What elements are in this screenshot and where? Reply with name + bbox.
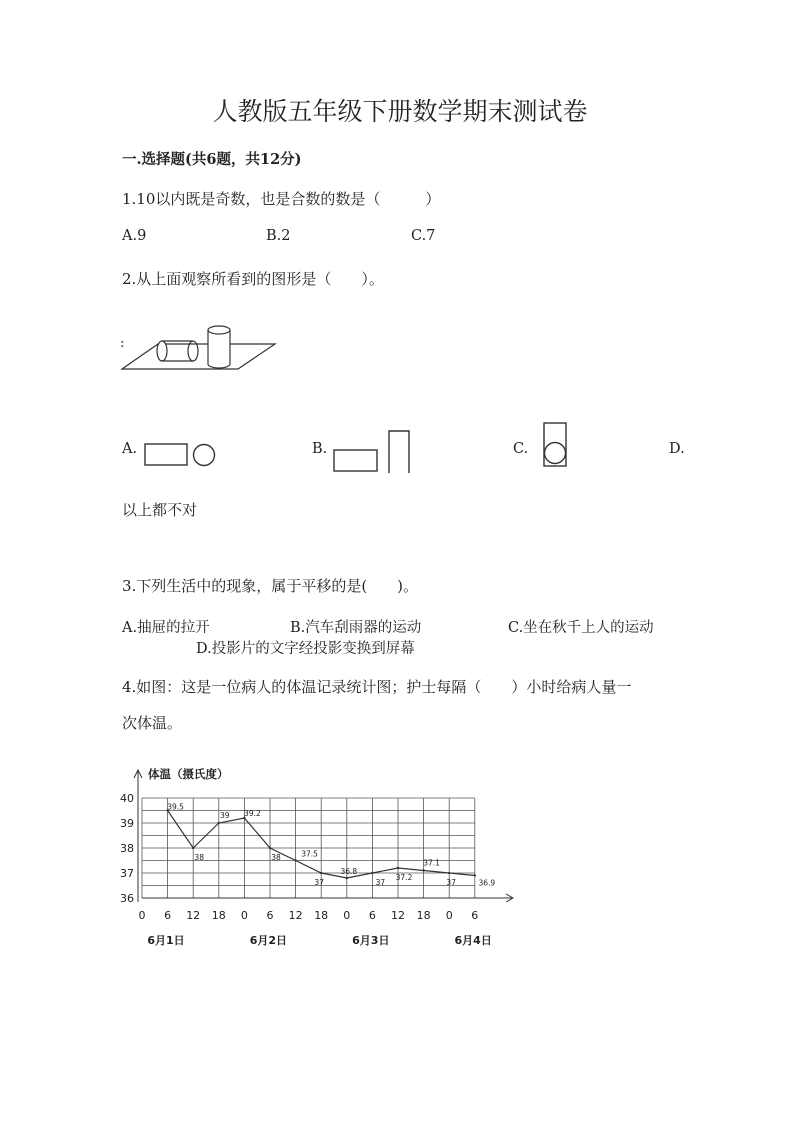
question-4-line-1: 4.如图：这是一位病人的体温记录统计图；护士每隔（ ）小时给病人量一 — [122, 678, 632, 696]
data-point — [320, 872, 322, 874]
y-tick-label: 36 — [120, 892, 134, 905]
q3-option-b: B.汽车刮雨器的运动 — [290, 620, 422, 636]
data-label: 37.5 — [301, 849, 318, 859]
figure-mark: : — [120, 336, 125, 351]
q2-option-b-shape — [333, 428, 413, 474]
data-label: 37 — [375, 878, 386, 887]
section-heading: 一.选择题(共6题，共12分) — [122, 151, 302, 168]
data-label: 37.2 — [395, 873, 413, 882]
q2-option-a-label: A. — [122, 441, 138, 457]
data-point — [448, 872, 450, 874]
date-label: 6月4日 — [454, 934, 492, 947]
data-label: 38 — [271, 853, 281, 862]
standing-cylinder — [208, 326, 230, 368]
x-tick-label: 0 — [240, 909, 248, 922]
q1-option-c: C.7 — [411, 228, 436, 244]
temperature-chart — [110, 760, 530, 960]
x-tick-label: 6 — [164, 909, 172, 922]
x-tick-label: 18 — [314, 909, 329, 922]
data-point — [474, 874, 476, 876]
q2-option-c-label: C. — [513, 441, 529, 457]
y-tick-label: 37 — [120, 867, 134, 880]
table-plane — [122, 344, 275, 369]
q1-option-b: B.2 — [266, 228, 291, 244]
data-point — [346, 877, 348, 879]
q1-option-a: A.9 — [122, 228, 147, 244]
y-tick-label: 38 — [120, 842, 134, 855]
data-point — [294, 859, 296, 861]
x-tick-label: 6 — [266, 909, 274, 922]
y-tick-label: 39 — [120, 817, 134, 830]
q3-option-c: C.坐在秋千上人的运动 — [508, 620, 654, 636]
date-label: 6月3日 — [352, 934, 390, 947]
x-tick-label: 12 — [186, 909, 201, 922]
question-3: 3.下列生活中的现象，属于平移的是( )。 — [122, 577, 419, 595]
data-point — [397, 867, 399, 869]
x-tick-label: 0 — [138, 909, 146, 922]
data-label: 36.8 — [340, 867, 358, 876]
question-2: 2.从上面观察所看到的图形是（ ）。 — [122, 270, 384, 288]
chart-grid — [142, 798, 475, 898]
data-label: 36.9 — [478, 878, 496, 888]
x-tick-label: 12 — [288, 909, 303, 922]
question-1: 1.10以内既是奇数，也是合数的数是（ ） — [122, 190, 441, 208]
chart-labels — [120, 792, 495, 947]
data-label: 37 — [446, 878, 456, 887]
data-label: 37.1 — [423, 858, 440, 868]
x-tick-label: 12 — [391, 909, 405, 922]
q2-option-d-label: D. — [669, 441, 685, 457]
data-point — [371, 872, 373, 874]
y-tick-label: 40 — [120, 792, 134, 805]
question-4-line-2: 次体温。 — [122, 714, 183, 732]
data-point — [422, 869, 424, 871]
data-label: 38 — [194, 853, 204, 862]
date-label: 6月1日 — [147, 934, 185, 947]
data-point — [218, 822, 220, 824]
q3-option-d: D.投影片的文字经投影变换到屏幕 — [196, 641, 415, 657]
x-tick-label: 18 — [211, 909, 226, 922]
x-tick-label: 0 — [445, 909, 453, 922]
data-label: 39.2 — [244, 809, 261, 818]
x-tick-label: 0 — [343, 909, 351, 922]
data-point — [192, 847, 194, 849]
data-label: 37 — [314, 878, 324, 887]
x-tick-label: 18 — [416, 909, 431, 922]
q3-option-a: A.抽屉的拉开 — [122, 620, 210, 636]
q2-option-c-shape — [540, 421, 570, 469]
q2-option-a-shape — [144, 440, 220, 470]
x-tick-label: 6 — [471, 909, 479, 922]
objects-figure — [120, 320, 280, 376]
data-point — [269, 847, 271, 849]
q2-option-b-label: B. — [312, 441, 328, 457]
q2-option-d-text: 以上都不对 — [122, 501, 198, 519]
chart-ylabel: 体温（摄氏度） — [148, 767, 229, 781]
exam-title: 人教版五年级下册数学期末测试卷 — [212, 97, 588, 126]
x-tick-label: 6 — [368, 909, 376, 922]
date-label: 6月2日 — [249, 934, 288, 947]
data-label: 39 — [220, 811, 230, 820]
data-label: 39.5 — [167, 802, 184, 812]
